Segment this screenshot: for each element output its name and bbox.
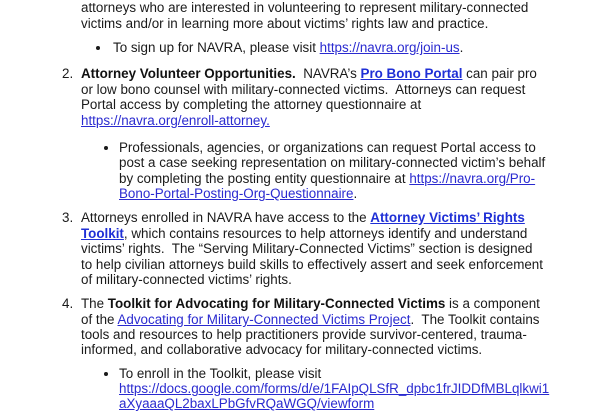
posting-org-link-part-1[interactable]: https://navra.org/Pro- [409,171,536,186]
intro-line-2: victims and/or in learning more about victims’ rights law and practice. [81,16,489,31]
item-3-line-4: to help civilian attorneys build skills to effectively assert and seek enforcement [81,257,543,272]
item-4-number: 4. [62,296,74,311]
toolkit-enroll-link-part-2[interactable]: aXyaaaQL2baxLPbGfvRQaWGQ/viewform [119,396,375,411]
attorney-toolkit-link-part-1[interactable]: Attorney Victims’ Rights [370,210,525,225]
item-4-text-a: The [81,296,108,311]
item-4-bullet-line-1: To enroll in the Toolkit, please visit [119,366,322,381]
item-2-bullet-line-3 [119,171,535,186]
intro-bullet-text: To sign up for NAVRA, please visit [113,40,320,55]
item-2-bullet-period: . [353,186,358,201]
item-3-line-3: victims’ rights. The “Serving Military-Connected Victims” section is designed [81,241,533,256]
join-us-link[interactable]: https://navra.org/join-us [319,40,460,55]
bullet-icon [104,146,108,150]
intro-bullet-period: . [459,40,464,55]
toolkit-enroll-link-part-1[interactable]: https://docs.google.com/forms/d/e/1FAIpQLSfR_dpbc1frJIDDfMBLqlkwi1 [119,381,550,396]
item-3-line-2 [81,226,527,241]
intro-line-1: attorneys who are interested in volunteering to represent military-connected [81,0,529,15]
item-3-text-b: , which contains resources to help attorneys identify and understand [123,226,528,241]
bullet-icon [96,46,100,50]
item-4-line-3: tools and resources to help practitioners provide survivor-centered, trauma- [81,327,527,342]
intro-bullet [113,40,463,55]
item-3-line-1 [81,210,525,225]
project-link[interactable]: Advocating for Military-Connected Victims Project [117,312,411,327]
bullet-icon [104,372,108,376]
item-2-line-1 [81,66,537,81]
item-2-line-3: Portal access by completing the attorney questionnaire at [81,97,422,112]
item-2-heading: Attorney Volunteer Opportunities. [81,66,296,81]
item-4-text-d: . The Toolkit contains [410,312,540,327]
item-2-text-a: NAVRA’s [295,66,361,81]
item-2-number: 2. [62,66,74,81]
item-4-toolkit-title: Toolkit for Advocating for Military-Connected Victims [107,296,446,311]
pro-bono-portal-link[interactable]: Pro Bono Portal [360,66,463,81]
item-2-bullet-line-2: post a case seeking representation on military-connected victim’s behalf [119,155,546,170]
attorney-toolkit-link-part-2[interactable]: Toolkit [81,226,124,241]
item-2-text-b: can pair pro [462,66,537,81]
item-4-line-2 [81,312,540,327]
item-3-number: 3. [62,210,74,225]
item-2-bullet-line-4 [119,186,357,201]
item-2-line-2: or low bono counsel with military-connected victims. Attorneys can request [81,82,526,97]
item-4-line-4: informed, and collaborative advocacy for military-connected victims. [81,342,483,357]
item-3-line-5: of military-connected victims’ rights. [81,272,292,287]
item-4-text-c: of the [81,312,118,327]
item-4-text-b: is a component [445,296,540,311]
posting-org-link-part-2[interactable]: Bono-Portal-Posting-Org-Questionnaire [119,186,354,201]
enroll-attorney-link[interactable]: https://navra.org/enroll-attorney. [81,113,270,128]
item-2-bullet-line-1: Professionals, agencies, or organizations can request Portal access to [119,140,536,155]
item-4-line-1 [81,296,540,311]
item-3-text-a: Attorneys enrolled in NAVRA have access to the [81,210,371,225]
item-2-bullet-text: by completing the posting entity questionnaire at [119,171,410,186]
